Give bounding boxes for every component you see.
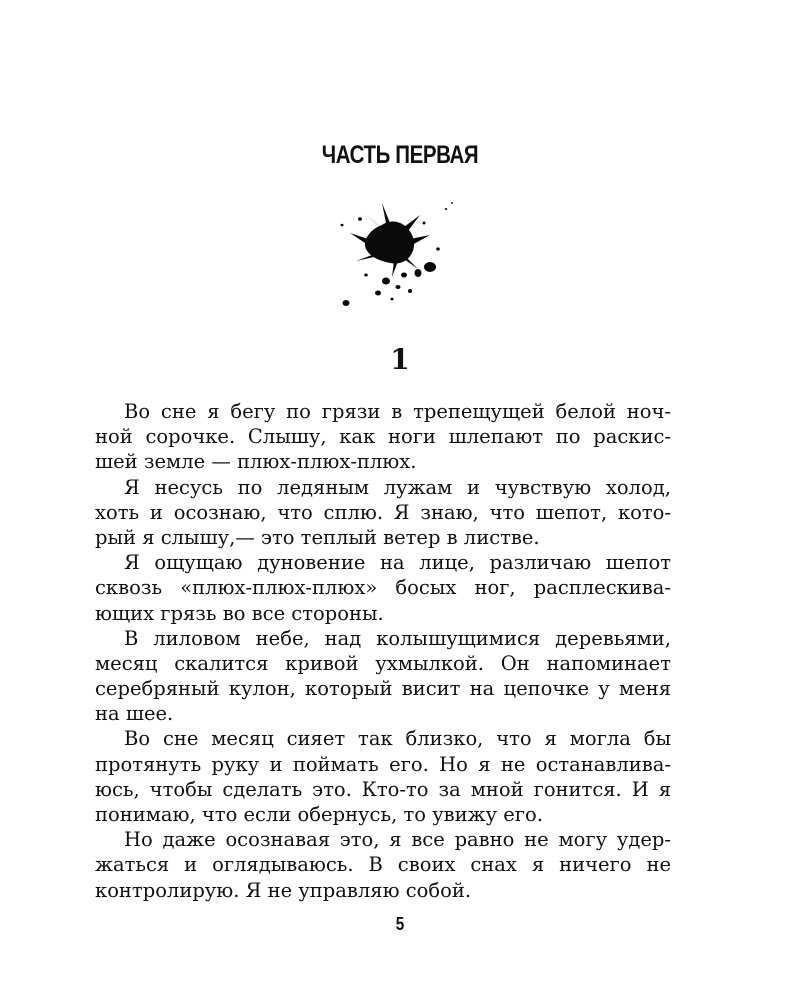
text-line: ной сорочке. Слышу, как ноги шлепают по раскис- [95, 425, 671, 449]
text-line: жаться и оглядываюсь. В своих снах я ничего не [95, 853, 671, 877]
text-line: шей земле — плюх-плюх-плюх. [95, 450, 417, 474]
text-line: В лиловом небе, над колышущимися деревьями, [124, 626, 671, 650]
body-text [95, 399, 671, 903]
text-line: Я ощущаю дуновение на лице, различаю шепот [124, 551, 671, 575]
text-line: Но даже осознавая это, я все равно не могу удер- [124, 828, 671, 852]
text-line: серебряный кулон, который висит на цепочке у меня [95, 677, 671, 701]
text-line: месяц скалится кривой ухмылкой. Он напоминает [95, 651, 671, 675]
ink-splatter-icon [320, 195, 470, 315]
text-line: протянуть руку и поймать его. Но я не останавлива- [95, 752, 671, 776]
page-number: 5 [395, 914, 405, 934]
text-line: Я несусь по ледяным лужам и чувствую холод, [124, 475, 671, 499]
text-line: Во сне я бегу по грязи в трепещущей белой ноч- [124, 400, 671, 423]
part-title: ЧАСТЬ ПЕРВАЯ [321, 141, 479, 169]
text-line: ющих грязь во все стороны. [95, 601, 384, 625]
text-line: контролирую. Я не управляю собой. [95, 878, 472, 902]
text-line: юсь, чтобы сделать это. Кто-то за мной гонится. И я [95, 777, 671, 801]
text-line: понимаю, что если обернусь, то увижу его. [95, 803, 543, 826]
text-line: хоть и осознаю, что сплю. Я знаю, что шепот, кото- [95, 500, 671, 524]
text-line: Во сне месяц сияет так близко, что я могла бы [124, 727, 671, 751]
text-line: сквозь «плюх-плюх-плюх» босых ног, расплескива- [95, 576, 671, 600]
chapter-number: 1 [390, 343, 410, 376]
text-line: рый я слышу,— это теплый ветер в листве. [95, 525, 540, 549]
text-line: на шее. [95, 702, 174, 726]
